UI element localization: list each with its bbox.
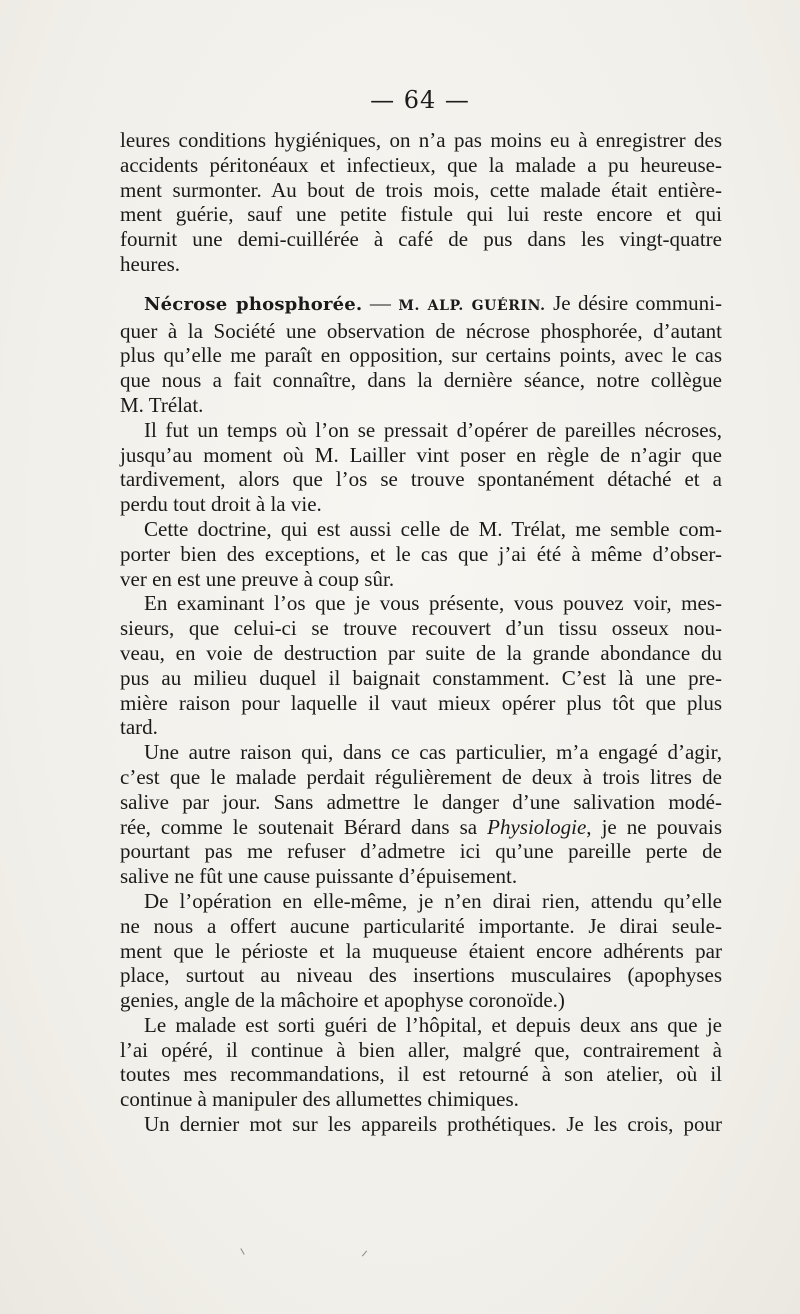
paragraph [120, 591, 722, 740]
page-number: — 64 — [370, 86, 470, 114]
text-line: pus au milieu duquel il baignait constamment. C’est là une pre- [120, 665, 722, 690]
text-line: En examinant l’os que je vous présente, vous pouvez voir, mes- [144, 591, 722, 616]
text-line: c’est que le malade perdait régulièrement de deux à trois litres de [120, 764, 722, 789]
text-line: Il fut un temps où l’on se pressait d’opérer de pareilles nécroses, [144, 417, 722, 442]
body-text [120, 128, 722, 1137]
text-line: Le malade est sorti guéri de l’hôpital, et depuis deux ans que je [144, 1012, 722, 1037]
text-line: porter bien des exceptions, et le cas que j’ai été à même d’obser- [120, 541, 722, 566]
text-line: Cette doctrine, qui est aussi celle de M. Trélat, me semble com- [144, 516, 722, 541]
text-fragment: , je ne pouvais [586, 814, 722, 839]
italic-title: Physiologie [487, 814, 587, 839]
paragraph [120, 889, 722, 1013]
text-line: salive par jour. Sans admettre le danger d’une salivation modé- [120, 789, 722, 814]
text-line: ment surmonter. Au bout de trois mois, cette malade était entière- [120, 177, 722, 202]
text-line: fournit une demi-cuillérée à café de pus dans les vingt-quatre [120, 227, 722, 252]
text-line: ver en est une preuve à coup sûr. [120, 566, 395, 591]
section-paragraph [120, 291, 722, 418]
text-fragment: rée, comme le soutenait Bérard dans sa [120, 814, 488, 839]
text-line: Un dernier mot sur les appareils prothétiques. Je les crois, pour [144, 1112, 722, 1137]
text-line: genies, angle de la mâchoire et apophyse coronoïde.) [120, 988, 565, 1013]
paragraph [120, 128, 722, 277]
text-line: quer à la Société une observation de nécrose phosphorée, d’autant [120, 318, 722, 343]
paragraph [120, 517, 722, 591]
text-line: De l’opération en elle-même, je n’en dirai rien, attendu qu’elle [144, 888, 722, 913]
text-line: ment guérie, sauf une petite fistule qui lui reste encore et qui [120, 202, 722, 227]
text-line: tard. [120, 715, 158, 740]
text-line: sieurs, que celui-ci se trouve recouvert d’un tissu osseux nou- [120, 616, 722, 641]
text-line: tardivement, alors que l’os se trouve spontanément détaché et a [120, 467, 722, 492]
text-line: l’ai opéré, il continue à bien aller, malgré que, contrairement à [120, 1037, 722, 1062]
text-line: toutes mes recommandations, il est retourné à son atelier, où il [120, 1062, 722, 1087]
text-line: place, surtout au niveau des insertions musculaires (apophyses [120, 963, 722, 988]
paragraph [120, 1112, 722, 1137]
text-line: ne nous a offert aucune particularité importante. Je dirai seule- [120, 913, 722, 938]
text-line: heures. [120, 251, 181, 276]
section-title: Nécrose phosphorée. [144, 293, 363, 315]
text-line-with-italic [120, 815, 722, 840]
text-line: jusqu’au moment où M. Lailler vint poser en règle de n’agir que [120, 442, 722, 467]
section-author: M. ALP. GUÉRIN. [398, 297, 546, 314]
text-line: Une autre raison qui, dans ce cas particulier, m’a engagé d’agir, [144, 740, 722, 765]
text-line: salive ne fût une cause puissante d’épuisement. [120, 864, 518, 889]
text-line: ment que le périoste et la muqueuse étaient encore adhérents par [120, 938, 722, 963]
section-heading-line [120, 291, 722, 319]
heading-dash: — [362, 290, 399, 315]
text-line: veau, en voie de destruction par suite de la grande abondance du [120, 640, 722, 665]
text-line: plus qu’elle me paraît en opposition, sur certains points, avec le cas [120, 343, 722, 368]
scan-speck [240, 1248, 244, 1255]
text-line: que nous a fait connaître, dans la dernière séance, notre collègue [120, 368, 722, 393]
text-line: leures conditions hygiéniques, on n’a pas moins eu à enregistrer des [120, 128, 722, 152]
text-line: M. Trélat. [120, 392, 204, 417]
scan-speck [362, 1250, 367, 1256]
text-line: perdu tout droit à la vie. [120, 492, 322, 517]
text-line: mière raison pour laquelle il vaut mieux opérer plus tôt que plus [120, 690, 722, 715]
text-line: pourtant pas me refuser d’admetre ici qu’une pareille perte de [120, 839, 722, 864]
text-line: continue à manipuler des allumettes chimiques. [120, 1087, 519, 1112]
paragraph [120, 740, 722, 889]
text-fragment: Je désire communi- [545, 290, 723, 315]
paragraph [120, 418, 722, 517]
text-line: accidents péritonéaux et infectieux, que la malade a pu heureuse- [120, 152, 722, 177]
paragraph [120, 1013, 722, 1112]
